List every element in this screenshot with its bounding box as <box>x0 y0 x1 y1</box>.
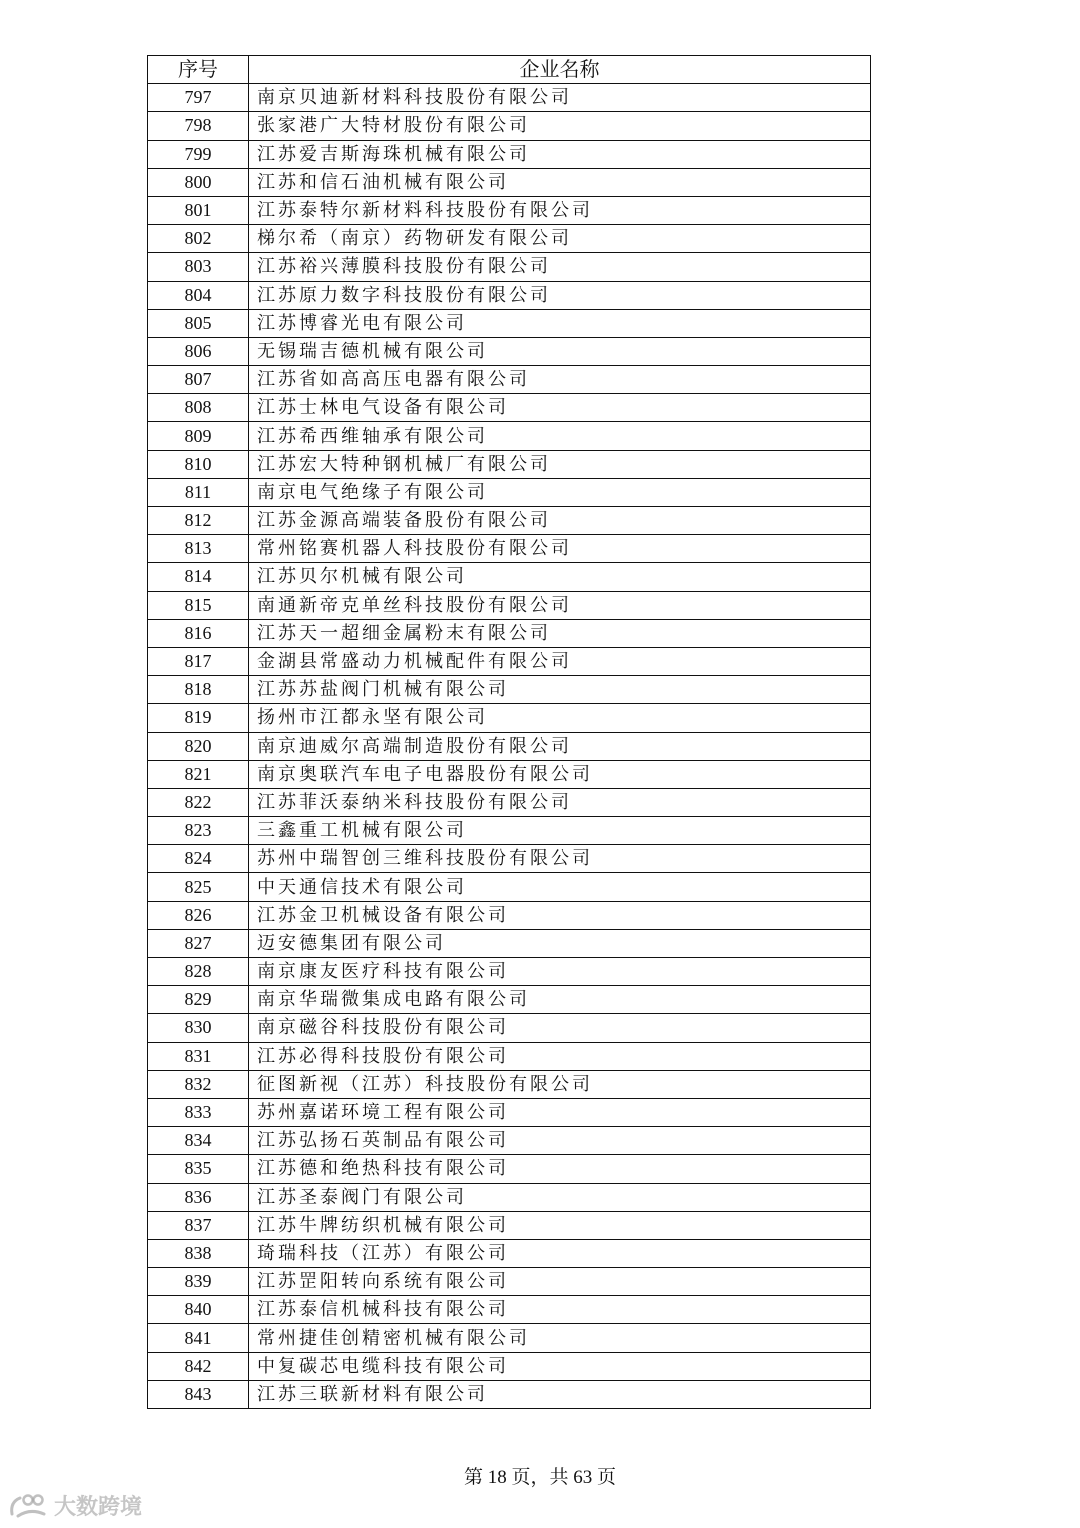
table-row <box>148 1183 871 1211</box>
table-row <box>148 507 871 535</box>
table-row <box>148 760 871 788</box>
table-row <box>148 1014 871 1042</box>
table-row <box>148 450 871 478</box>
company-name-cell: 南京华瑞微集成电路有限公司 <box>249 986 871 1014</box>
company-name-cell: 江苏圣泰阀门有限公司 <box>249 1183 871 1211</box>
company-name-cell: 江苏裕兴薄膜科技股份有限公司 <box>249 253 871 281</box>
serial-number-cell: 805 <box>148 309 249 337</box>
company-name-cell: 常州铭赛机器人科技股份有限公司 <box>249 535 871 563</box>
serial-number-cell: 818 <box>148 676 249 704</box>
serial-number-cell: 838 <box>148 1239 249 1267</box>
company-name-cell: 南京康友医疗科技有限公司 <box>249 958 871 986</box>
company-name-cell: 征图新视（江苏）科技股份有限公司 <box>249 1070 871 1098</box>
table-header-row <box>148 56 871 84</box>
company-name-cell: 中天通信技术有限公司 <box>249 873 871 901</box>
serial-number-cell: 815 <box>148 591 249 619</box>
table-body <box>148 84 871 1409</box>
table-row <box>148 168 871 196</box>
serial-number-cell: 836 <box>148 1183 249 1211</box>
company-name-cell: 南通新帝克单丝科技股份有限公司 <box>249 591 871 619</box>
company-name-cell: 江苏博睿光电有限公司 <box>249 309 871 337</box>
serial-number-cell: 804 <box>148 281 249 309</box>
serial-number-cell: 809 <box>148 422 249 450</box>
company-name-cell: 江苏和信石油机械有限公司 <box>249 168 871 196</box>
table-row <box>148 929 871 957</box>
company-name-cell: 江苏三联新材料有限公司 <box>249 1380 871 1408</box>
company-name-cell: 扬州市江都永坚有限公司 <box>249 704 871 732</box>
table-row <box>148 591 871 619</box>
table-row <box>148 1268 871 1296</box>
serial-number-cell: 831 <box>148 1042 249 1070</box>
serial-number-cell: 811 <box>148 478 249 506</box>
serial-number-cell: 801 <box>148 196 249 224</box>
serial-number-cell: 841 <box>148 1324 249 1352</box>
table-row <box>148 817 871 845</box>
company-name-cell: 南京磁谷科技股份有限公司 <box>249 1014 871 1042</box>
table-row <box>148 337 871 365</box>
company-name-cell: 江苏泰特尔新材料科技股份有限公司 <box>249 196 871 224</box>
table-row <box>148 1042 871 1070</box>
serial-number-cell: 824 <box>148 845 249 873</box>
company-name-cell: 三鑫重工机械有限公司 <box>249 817 871 845</box>
table-row <box>148 1239 871 1267</box>
table-row <box>148 112 871 140</box>
serial-number-cell: 803 <box>148 253 249 281</box>
company-name-cell: 江苏天一超细金属粉末有限公司 <box>249 619 871 647</box>
company-name-cell: 江苏原力数字科技股份有限公司 <box>249 281 871 309</box>
company-name-cell: 南京电气绝缘子有限公司 <box>249 478 871 506</box>
table-row <box>148 1380 871 1408</box>
serial-number-cell: 802 <box>148 225 249 253</box>
table-row <box>148 619 871 647</box>
serial-number-cell: 820 <box>148 732 249 760</box>
table-row <box>148 901 871 929</box>
company-name-cell: 江苏罡阳转向系统有限公司 <box>249 1268 871 1296</box>
serial-number-cell: 832 <box>148 1070 249 1098</box>
table-row <box>148 478 871 506</box>
table-row <box>148 281 871 309</box>
company-name-cell: 苏州嘉诺环境工程有限公司 <box>249 1098 871 1126</box>
company-name-cell: 无锡瑞吉德机械有限公司 <box>249 337 871 365</box>
table-row <box>148 1070 871 1098</box>
serial-number-cell: 817 <box>148 647 249 675</box>
table-row <box>148 958 871 986</box>
company-name-cell: 江苏士林电气设备有限公司 <box>249 394 871 422</box>
serial-number-cell: 830 <box>148 1014 249 1042</box>
table-row <box>148 732 871 760</box>
serial-number-cell: 806 <box>148 337 249 365</box>
page-number-footer: 第 18 页，共 63 页 <box>463 1467 616 1488</box>
table-row <box>148 140 871 168</box>
table-row <box>148 535 871 563</box>
table-row <box>148 704 871 732</box>
company-name-cell: 江苏弘扬石英制品有限公司 <box>249 1127 871 1155</box>
company-name-cell: 江苏德和绝热科技有限公司 <box>249 1155 871 1183</box>
serial-number-cell: 823 <box>148 817 249 845</box>
serial-number-cell: 799 <box>148 140 249 168</box>
company-name-cell: 江苏金源高端装备股份有限公司 <box>249 507 871 535</box>
company-name-cell: 江苏希西维轴承有限公司 <box>249 422 871 450</box>
table-row <box>148 1211 871 1239</box>
company-name-cell: 梯尔希（南京）药物研发有限公司 <box>249 225 871 253</box>
table-row <box>148 422 871 450</box>
company-name-cell: 江苏泰信机械科技有限公司 <box>249 1296 871 1324</box>
company-name-cell: 常州捷佳创精密机械有限公司 <box>249 1324 871 1352</box>
company-name-cell: 南京迪威尔高端制造股份有限公司 <box>249 732 871 760</box>
serial-number-cell: 812 <box>148 507 249 535</box>
company-name-cell: 金湖县常盛动力机械配件有限公司 <box>249 647 871 675</box>
table-row <box>148 394 871 422</box>
company-name-cell: 张家港广大特材股份有限公司 <box>249 112 871 140</box>
table-row <box>148 676 871 704</box>
serial-number-cell: 826 <box>148 901 249 929</box>
table-row <box>148 873 871 901</box>
serial-number-cell: 827 <box>148 929 249 957</box>
serial-number-cell: 798 <box>148 112 249 140</box>
company-name-cell: 琦瑞科技（江苏）有限公司 <box>249 1239 871 1267</box>
serial-number-cell: 819 <box>148 704 249 732</box>
serial-number-cell: 813 <box>148 535 249 563</box>
serial-number-cell: 840 <box>148 1296 249 1324</box>
header-company-name: 企业名称 <box>249 56 871 84</box>
company-name-cell: 南京奥联汽车电子电器股份有限公司 <box>249 760 871 788</box>
table-row <box>148 225 871 253</box>
watermark-text: 大数跨境 <box>54 1495 143 1520</box>
company-name-cell: 江苏菲沃泰纳米科技股份有限公司 <box>249 788 871 816</box>
serial-number-cell: 807 <box>148 366 249 394</box>
serial-number-cell: 839 <box>148 1268 249 1296</box>
serial-number-cell: 829 <box>148 986 249 1014</box>
company-name-cell: 江苏宏大特种钢机械厂有限公司 <box>249 450 871 478</box>
serial-number-cell: 814 <box>148 563 249 591</box>
table-row <box>148 986 871 1014</box>
table-row <box>148 647 871 675</box>
serial-number-cell: 835 <box>148 1155 249 1183</box>
table-row <box>148 845 871 873</box>
serial-number-cell: 837 <box>148 1211 249 1239</box>
table-row <box>148 1324 871 1352</box>
company-name-cell: 江苏爱吉斯海珠机械有限公司 <box>249 140 871 168</box>
company-table <box>147 55 871 1409</box>
table-row <box>148 1352 871 1380</box>
table-row <box>148 309 871 337</box>
brand-logo-icon <box>8 1492 48 1520</box>
table-row <box>148 366 871 394</box>
table-row <box>148 1127 871 1155</box>
table-row <box>148 788 871 816</box>
serial-number-cell: 816 <box>148 619 249 647</box>
header-serial-number: 序号 <box>148 56 249 84</box>
company-name-cell: 江苏苏盐阀门机械有限公司 <box>249 676 871 704</box>
company-name-cell: 江苏必得科技股份有限公司 <box>249 1042 871 1070</box>
company-name-cell: 南京贝迪新材料科技股份有限公司 <box>249 84 871 112</box>
table-row <box>148 1155 871 1183</box>
company-name-cell: 江苏牛牌纺织机械有限公司 <box>249 1211 871 1239</box>
serial-number-cell: 822 <box>148 788 249 816</box>
table-row <box>148 196 871 224</box>
serial-number-cell: 821 <box>148 760 249 788</box>
serial-number-cell: 828 <box>148 958 249 986</box>
table-row <box>148 563 871 591</box>
serial-number-cell: 797 <box>148 84 249 112</box>
watermark <box>8 1490 142 1521</box>
table-row <box>148 84 871 112</box>
table-row <box>148 1296 871 1324</box>
company-name-cell: 中复碳芯电缆科技有限公司 <box>249 1352 871 1380</box>
serial-number-cell: 808 <box>148 394 249 422</box>
serial-number-cell: 842 <box>148 1352 249 1380</box>
table-row <box>148 253 871 281</box>
serial-number-cell: 833 <box>148 1098 249 1126</box>
serial-number-cell: 810 <box>148 450 249 478</box>
table-row <box>148 1098 871 1126</box>
company-name-cell: 江苏金卫机械设备有限公司 <box>249 901 871 929</box>
company-name-cell: 苏州中瑞智创三维科技股份有限公司 <box>249 845 871 873</box>
company-name-cell: 迈安德集团有限公司 <box>249 929 871 957</box>
company-name-cell: 江苏省如高高压电器有限公司 <box>249 366 871 394</box>
serial-number-cell: 834 <box>148 1127 249 1155</box>
company-name-cell: 江苏贝尔机械有限公司 <box>249 563 871 591</box>
serial-number-cell: 825 <box>148 873 249 901</box>
serial-number-cell: 800 <box>148 168 249 196</box>
serial-number-cell: 843 <box>148 1380 249 1408</box>
